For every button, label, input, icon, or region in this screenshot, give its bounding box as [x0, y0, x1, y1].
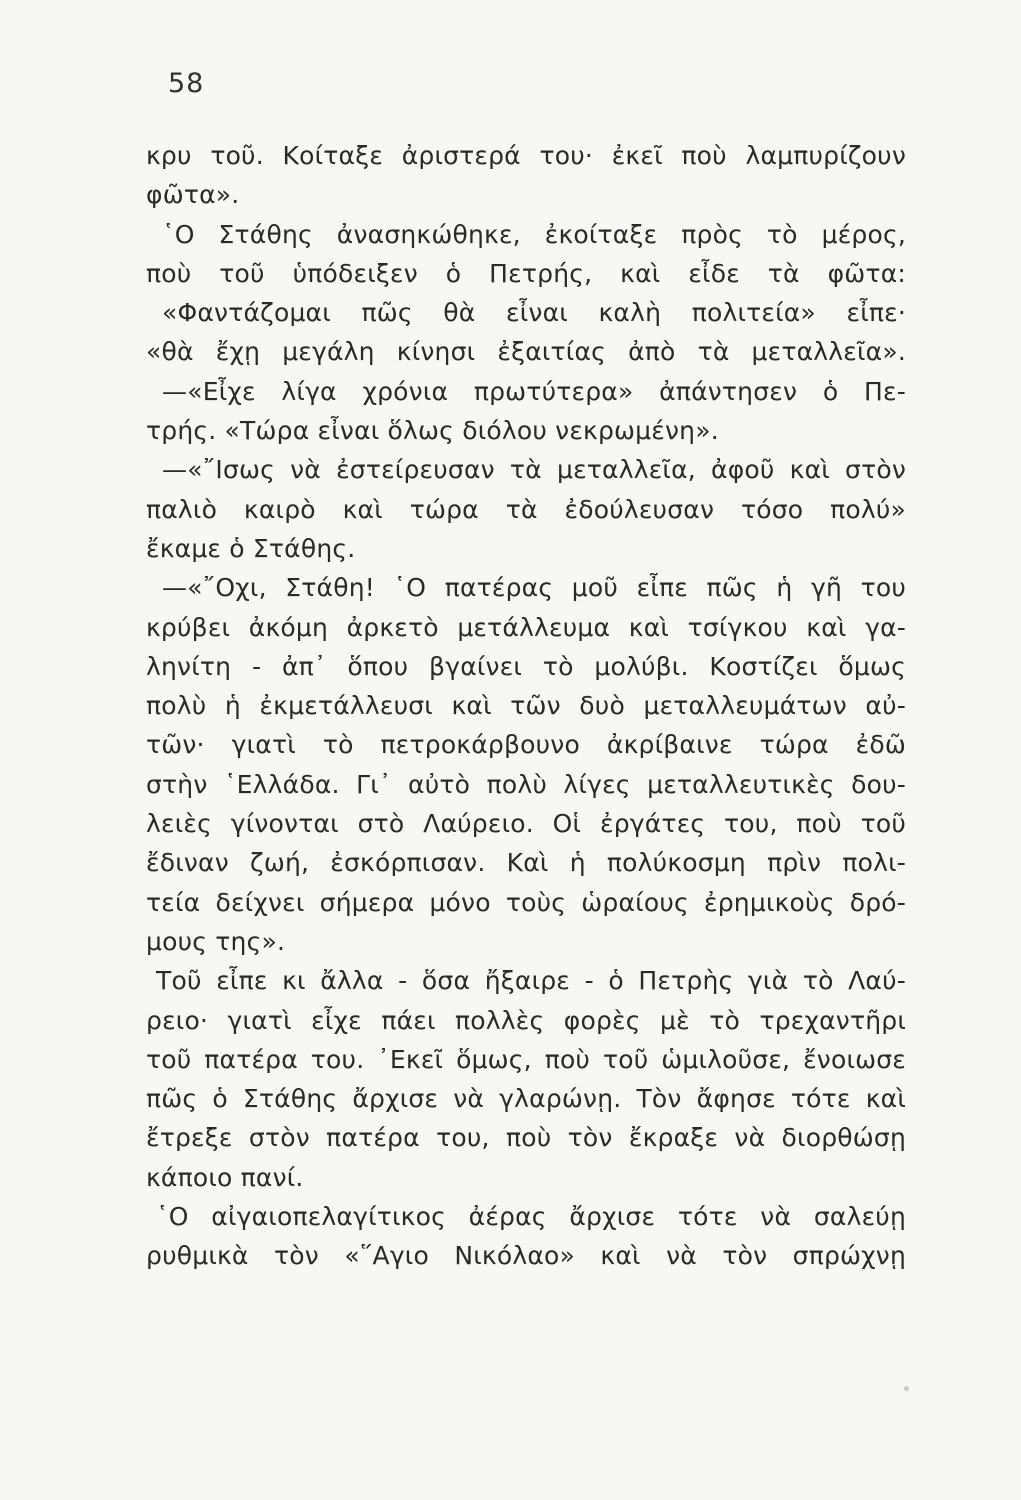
text-line: ληνίτη - ἀπ᾿ ὅπου βγαίνει τὸ μολύβι. Κοστίζει ὅμως — [146, 651, 906, 681]
text-line: στὴν ῾Ελλάδα. Γι᾿ αὐτὸ πολὺ λίγες μεταλλευτικὲς δου- — [146, 769, 906, 799]
text-line: —«῎Οχι, Στάθη! ῾Ο πατέρας μοῦ εἶπε πῶς ἡ γῆ του — [162, 573, 906, 603]
text-line: κρυ τοῦ. Κοίταξε ἀριστερά του· ἐκεῖ ποὺ λαμπυρίζουν — [146, 141, 906, 170]
text-line: τοῦ πατέρα του. ᾽Εκεῖ ὅμως, ποὺ τοῦ ὡμιλοῦσε, ἔνοιωσε — [146, 1044, 906, 1074]
text-line: ρειο· γιατὶ εἶχε πάει πολλὲς φορὲς μὲ τὸ τρεχαντῆρι — [146, 1005, 906, 1035]
text-line: ἔτρεξε στὸν πατέρα του, ποὺ τὸν ἔκραξε νὰ διορθώσῃ — [146, 1123, 906, 1153]
text-line: —«῎Ισως νὰ ἐστείρευσαν τὰ μεταλλεῖα, ἀφοῦ καὶ στὸν — [162, 455, 906, 485]
text-line: τῶν· γιατὶ τὸ πετροκάρβουνο ἀκρίβαινε τώρα ἐδῶ — [146, 730, 906, 760]
text-line: ἔκαμε ὁ Στάθης. — [146, 533, 356, 563]
page-number: 58 — [168, 68, 205, 99]
text-line: —«Εἶχε λίγα χρόνια πρωτύτερα» ἀπάντησεν ὁ Πε- — [162, 376, 906, 406]
text-line: πῶς ὁ Στάθης ἄρχισε νὰ γλαρώνῃ. Τὸν ἄφησε τότε καὶ — [146, 1084, 906, 1114]
text-line: Τοῦ εἶπε κι ἄλλα - ὅσα ἤξαιρε - ὁ Πετρὴς γιὰ τὸ Λαύ- — [156, 966, 906, 996]
text-line: τεία δείχνει σήμερα μόνο τοὺς ὡραίους ἐρημικοὺς δρό- — [146, 887, 906, 917]
text-line: μους της». — [146, 926, 286, 956]
text-line: ρυθμικὰ τὸν «῞Αγιο Νικόλαο» καὶ νὰ τὸν σπρώχνῃ — [146, 1241, 906, 1271]
text-line: ῾Ο αἰγαιοπελαγίτικος ἀέρας ἄρχισε τότε νὰ σαλεύῃ — [156, 1202, 906, 1232]
text-line: ἔδιναν ζωή, ἐσκόρπισαν. Καὶ ἡ πολύκοσμη πρὶν πολι- — [146, 848, 906, 878]
text-line: παλιὸ καιρὸ καὶ τώρα τὰ ἐδούλευσαν τόσο πολύ» — [146, 494, 906, 524]
text-line: ποὺ τοῦ ὑπόδειξεν ὁ Πετρής, καὶ εἶδε τὰ φῶτα: — [146, 258, 906, 288]
text-body — [146, 136, 906, 1276]
text-line: «Φαντάζομαι πῶς θὰ εἶναι καλὴ πολιτεία» εἶπε· — [162, 298, 906, 328]
text-line: φῶτα». — [146, 180, 240, 210]
text-line: ῾Ο Στάθης ἀνασηκώθηκε, ἐκοίταξε πρὸς τὸ μέρος, — [162, 219, 906, 249]
paper-speck — [904, 1386, 909, 1391]
text-line: τρής. «Τώρα εἶναι ὅλως διόλου νεκρωμένη». — [146, 416, 719, 446]
text-line: κάποιο πανί. — [146, 1162, 304, 1192]
text-line: «θὰ ἔχῃ μεγάλη κίνησι ἐξαιτίας ἀπὸ τὰ μεταλλεῖα». — [146, 337, 906, 367]
text-line: πολὺ ἡ ἐκμετάλλευσι καὶ τῶν δυὸ μεταλλευμάτων αὐ- — [146, 691, 906, 721]
text-line: κρύβει ἀκόμη ἀρκετὸ μετάλλευμα καὶ τσίγκου καὶ γα- — [146, 612, 906, 642]
text-line: λειὲς γίνονται στὸ Λαύρειο. Οἱ ἐργάτες του, ποὺ τοῦ — [146, 809, 906, 839]
